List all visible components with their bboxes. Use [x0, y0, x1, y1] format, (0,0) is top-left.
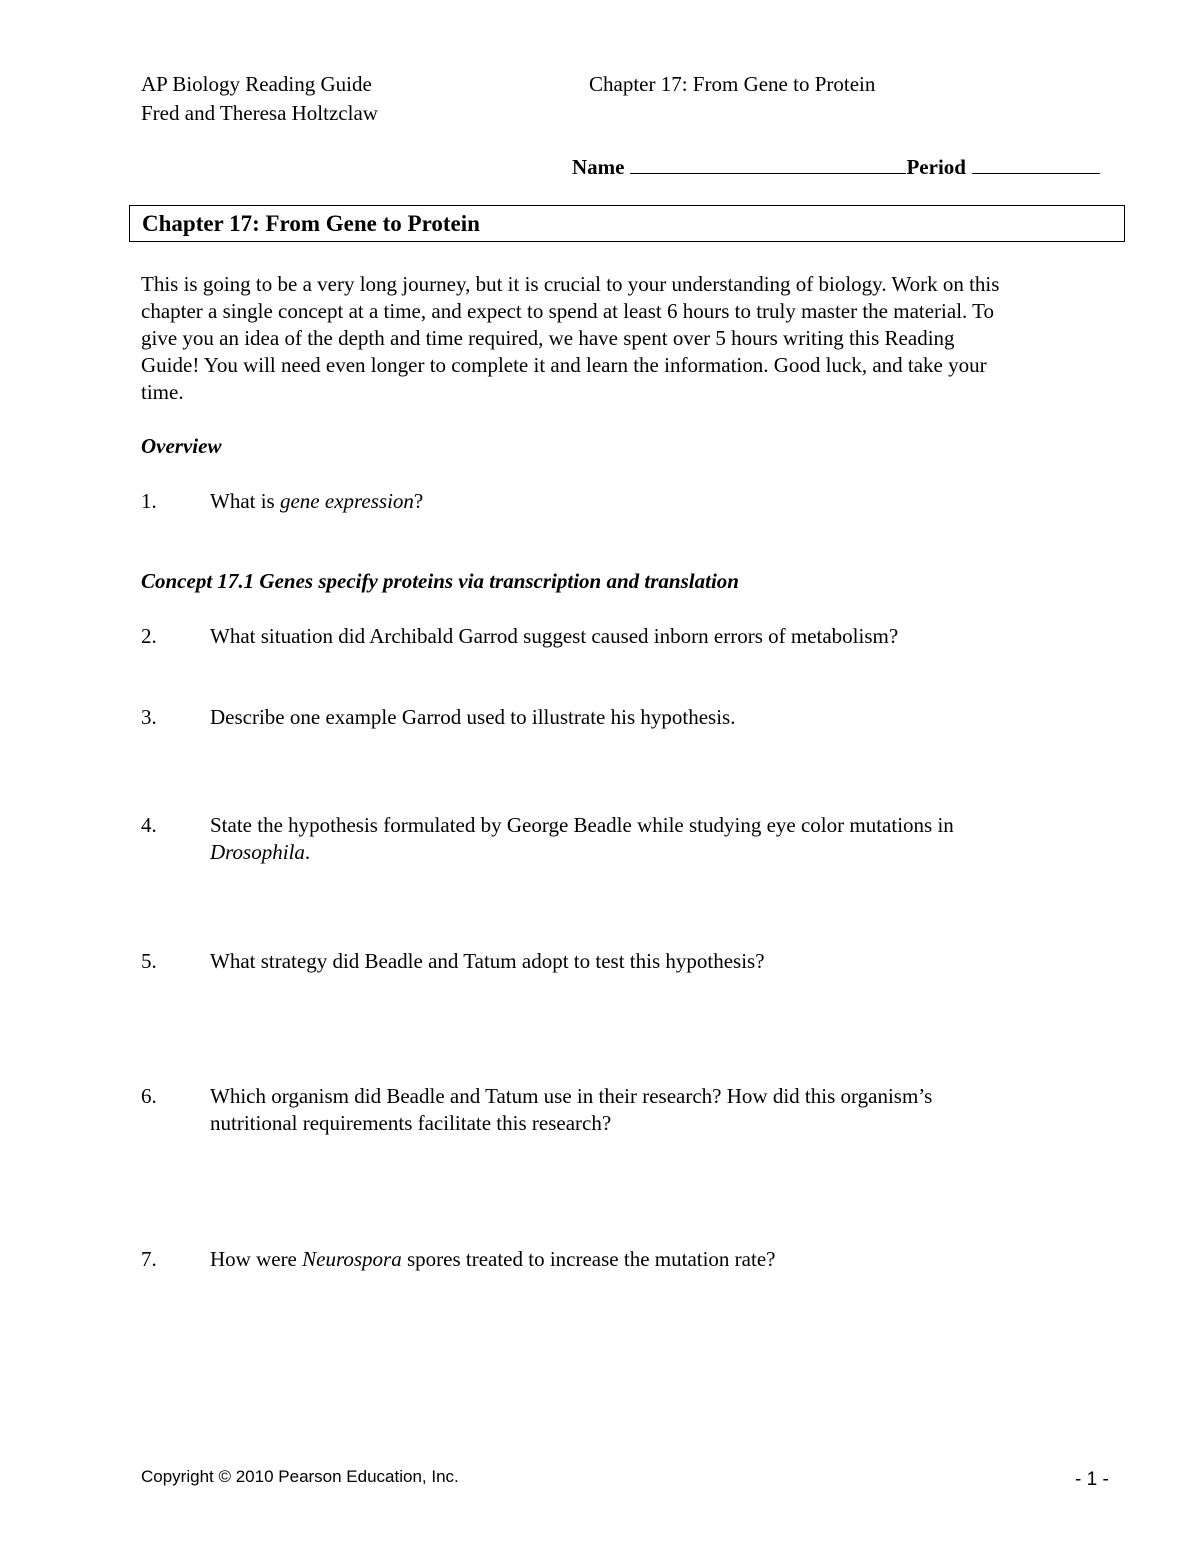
- question-emphasis: Neurospora: [302, 1247, 402, 1271]
- page-number: - 1 -: [1075, 1469, 1109, 1490]
- question-number: 2.: [141, 624, 157, 648]
- period-blank[interactable]: [972, 153, 1100, 174]
- name-period-line: [572, 153, 1100, 180]
- name-blank[interactable]: [630, 153, 906, 174]
- question-line: State the hypothesis formulated by George Beadle while studying eye color mutations in: [210, 813, 954, 837]
- question-number: 6.: [141, 1084, 157, 1108]
- intro-line: give you an idea of the depth and time required, we have spent over 5 hours writing this Reading: [141, 326, 955, 350]
- question-text: What strategy did Beadle and Tatum adopt to test this hypothesis?: [210, 949, 765, 973]
- header-guide-title: AP Biology Reading Guide: [141, 72, 372, 96]
- question-2: [141, 623, 1101, 650]
- question-text-part: How were: [210, 1247, 303, 1271]
- question-line: nutritional requirements facilitate this research?: [210, 1111, 612, 1135]
- question-text-part: .: [304, 840, 311, 864]
- question-number: 4.: [141, 813, 157, 837]
- question-5: [141, 948, 1101, 975]
- question-text-part: ?: [413, 489, 424, 513]
- question-number: 3.: [141, 705, 157, 729]
- question-text: [210, 488, 423, 515]
- question-emphasis: Drosophila: [210, 840, 305, 864]
- intro-line: time.: [141, 380, 184, 404]
- intro-paragraph: [141, 271, 1101, 406]
- question-text: [210, 812, 954, 866]
- question-1: [141, 488, 1101, 515]
- name-label: Name: [572, 155, 625, 179]
- question-line: [210, 839, 954, 866]
- question-number: 1.: [141, 489, 157, 513]
- period-label: Period: [906, 155, 966, 179]
- question-text: Describe one example Garrod used to illustrate his hypothesis.: [210, 705, 736, 729]
- question-4: [141, 812, 1101, 866]
- question-text: What situation did Archibald Garrod suggest caused inborn errors of metabolism?: [210, 624, 899, 648]
- question-7: [141, 1246, 1101, 1273]
- copyright-notice: Copyright © 2010 Pearson Education, Inc.: [141, 1467, 459, 1486]
- header-chapter: Chapter 17: From Gene to Protein: [589, 72, 876, 96]
- header-authors: Fred and Theresa Holtzclaw: [141, 101, 378, 125]
- intro-line: Guide! You will need even longer to complete it and learn the information. Good luck, and take your: [141, 353, 987, 377]
- chapter-title-box: [129, 205, 1125, 242]
- question-line: Which organism did Beadle and Tatum use in their research? How did this organism’s: [210, 1084, 933, 1108]
- concept-heading: Concept 17.1 Genes specify proteins via transcription and translation: [141, 569, 739, 593]
- intro-line: chapter a single concept at a time, and expect to spend at least 6 hours to truly master the material. To: [141, 299, 995, 323]
- intro-line: This is going to be a very long journey, but it is crucial to your understanding of biology. Work on this: [141, 272, 1000, 296]
- question-text-part: What is: [210, 489, 280, 513]
- question-emphasis: gene expression: [279, 489, 414, 513]
- question-text-part: spores treated to increase the mutation rate?: [401, 1247, 776, 1271]
- question-number: 5.: [141, 949, 157, 973]
- question-number: 7.: [141, 1247, 157, 1271]
- chapter-title: Chapter 17: From Gene to Protein: [142, 211, 480, 236]
- question-3: [141, 704, 1101, 731]
- question-6: [141, 1083, 1101, 1137]
- overview-heading: Overview: [141, 434, 222, 458]
- question-text: [210, 1246, 775, 1273]
- question-text: [210, 1083, 932, 1137]
